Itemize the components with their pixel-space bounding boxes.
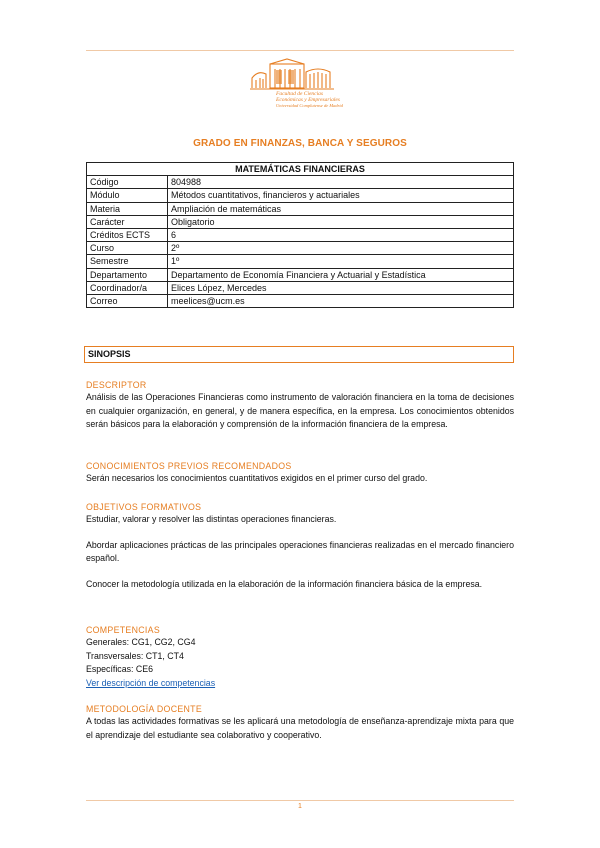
page-number: 1 (298, 803, 302, 810)
course-info-table (86, 162, 514, 308)
row-label: Semestre (87, 255, 168, 268)
prior-knowledge-text: Serán necesarios los conocimientos cuantitativos exigidos en el primer curso del grado. (86, 473, 428, 483)
course-title: MATEMÁTICAS FINANCIERAS (87, 163, 514, 176)
logo-line-1: Facultad de Ciencias (276, 91, 324, 97)
objectives-paragraph-1: Estudiar, valorar y resolver las distintas operaciones financieras. (86, 514, 337, 524)
competencies-specific: Específicas: CE6 (86, 664, 153, 674)
row-value: Ampliación de matemáticas (168, 202, 514, 215)
faculty-logo (248, 58, 354, 114)
competencies-general: Generales: CG1, CG2, CG4 (86, 637, 196, 647)
row-label: Materia (87, 202, 168, 215)
competencies-link[interactable]: Ver descripción de competencias (86, 677, 216, 688)
table-row (87, 228, 514, 241)
objectives-heading: OBJETIVOS FORMATIVOS (86, 502, 202, 512)
row-value: Departamento de Economía Financiera y Actuarial y Estadística (168, 268, 514, 281)
logo-line-3: Universidad Complutense de Madrid (276, 103, 343, 108)
row-value: meelices@ucm.es (168, 294, 514, 307)
table-row (87, 268, 514, 281)
row-value: Métodos cuantitativos, financieros y actuariales (168, 189, 514, 202)
row-value: 1º (168, 255, 514, 268)
methodology-section (86, 704, 514, 742)
methodology-heading: METODOLOGÍA DOCENTE (86, 704, 203, 714)
row-value: 2º (168, 242, 514, 255)
footer-rule (86, 800, 514, 801)
row-label: Créditos ECTS (87, 228, 168, 241)
sinopsis-heading: SINOPSIS (84, 346, 514, 363)
row-label: Carácter (87, 215, 168, 228)
table-row (87, 281, 514, 294)
prior-knowledge-section (86, 461, 514, 486)
competencies-heading: COMPETENCIAS (86, 625, 160, 635)
table-row (87, 294, 514, 307)
table-row (87, 189, 514, 202)
row-value: 804988 (168, 176, 514, 189)
table-row (87, 202, 514, 215)
row-label: Módulo (87, 189, 168, 202)
table-row (87, 176, 514, 189)
row-label: Coordinador/a (87, 281, 168, 294)
header-rule (86, 50, 514, 51)
row-label: Curso (87, 242, 168, 255)
competencies-section (86, 625, 514, 690)
table-header-row (87, 163, 514, 176)
row-value: Obligatorio (168, 215, 514, 228)
descriptor-section (86, 380, 514, 432)
table-row (87, 215, 514, 228)
descriptor-heading: DESCRIPTOR (86, 380, 147, 390)
logo-line-2: Económicas y Empresariales (276, 97, 340, 103)
competencies-transversal: Transversales: CT1, CT4 (86, 650, 184, 661)
objectives-paragraph-2: Abordar aplicaciones prácticas de las principales operaciones financieras realizadas en el mercado financiero español. (86, 539, 514, 563)
row-value: 6 (168, 228, 514, 241)
row-label: Código (87, 176, 168, 189)
degree-title: GRADO EN FINANZAS, BANCA Y SEGUROS (193, 138, 407, 149)
table-row (87, 242, 514, 255)
objectives-section (86, 502, 514, 591)
prior-knowledge-heading: CONOCIMIENTOS PREVIOS RECOMENDADOS (86, 461, 292, 471)
table-row (87, 255, 514, 268)
methodology-text: A todas las actividades formativas se les aplicará una metodología de enseñanza-aprendizaje mixta para que el aprendizaje del estudiante sea colaborativo y cooperativo. (86, 716, 514, 740)
row-label: Departamento (87, 268, 168, 281)
row-label: Correo (87, 294, 168, 307)
descriptor-text: Análisis de las Operaciones Financieras como instrumento de valoración financiera en la toma de decisiones en cualquier organización, en general, y de manera específica, en la empresa. Los conocimientos obtenidos serán básicos para la elaboración y comprensión de la información financiera de la empresa. (86, 392, 514, 429)
building-logo-icon (248, 58, 354, 92)
objectives-paragraph-3: Conocer la metodología utilizada en la elaboración de la información financiera básica de la empresa. (86, 578, 483, 589)
row-value: Elices López, Mercedes (168, 281, 514, 294)
